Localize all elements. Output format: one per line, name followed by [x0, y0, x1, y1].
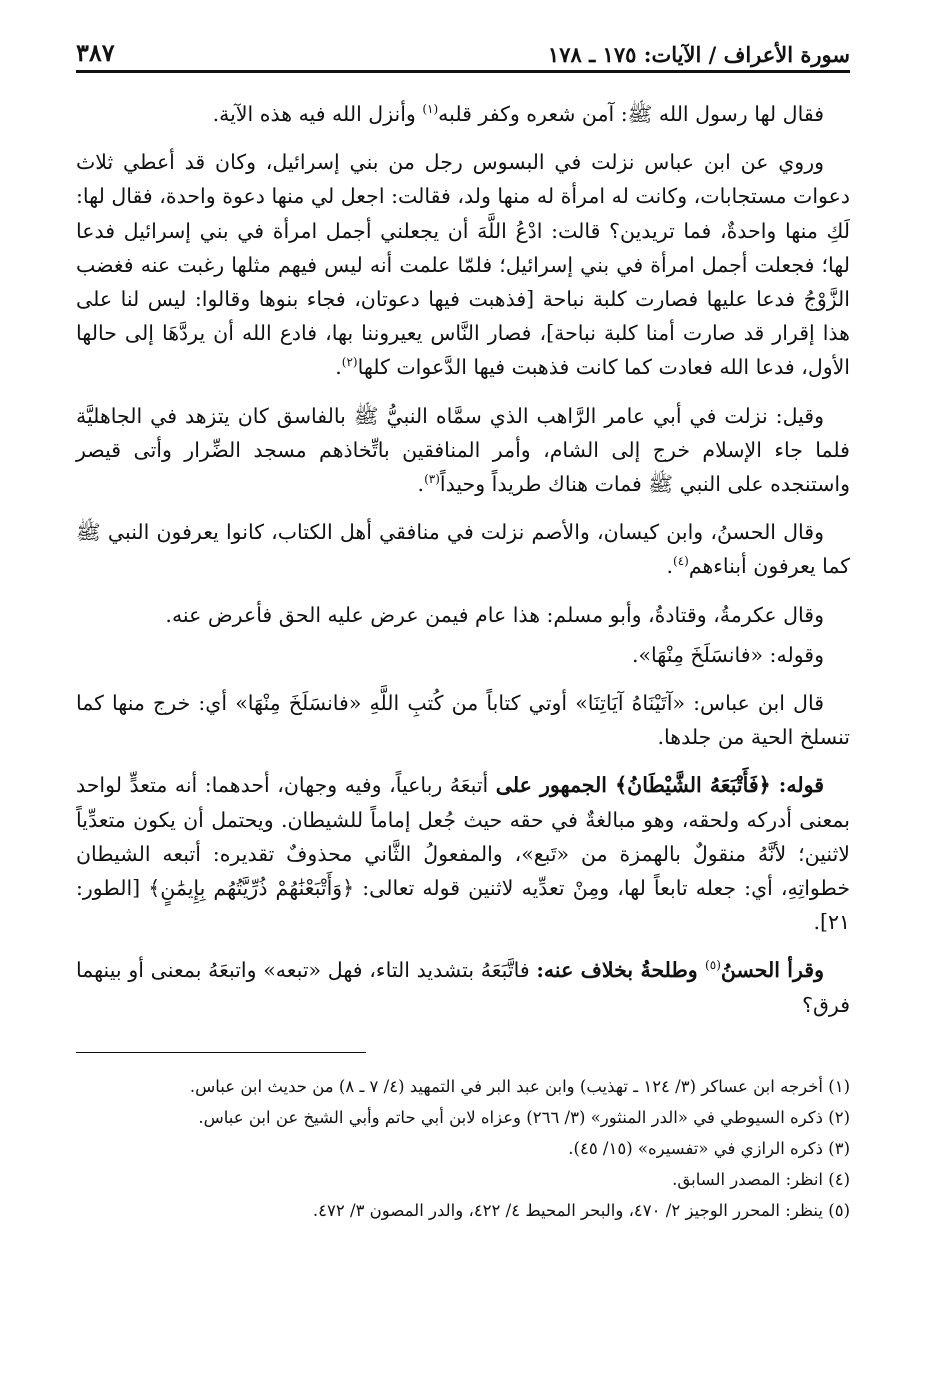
surah-title: سورة الأعراف / الآيات: ١٧٥ ـ ١٧٨ [547, 42, 850, 67]
footnote-2: (٢) ذكره السيوطي في «الدر المنثور» (٣/ ٢٦٦) وعزاه لابن أبي حاتم وأبي الشيخ عن ابن عباس. [198, 1107, 850, 1127]
paragraph-text-end: . [335, 355, 342, 380]
bold-phrase: وقرأ الحسنُ [720, 958, 824, 983]
paragraph-text-end: . [666, 554, 673, 579]
paragraph-3 [76, 399, 850, 502]
paragraph-2 [76, 145, 850, 384]
footnote-marker[interactable]: (٤) [673, 554, 689, 569]
footnote-4: (٤) انظر: المصدر السابق. [672, 1169, 850, 1189]
verse-quote: قوله: ﴿فَأَتْبَعَهُ الشَّيْطَانُ﴾ [615, 773, 824, 798]
paragraph-grammar [76, 768, 850, 939]
paragraph-text: وروي عن ابن عباس نزلت في البسوس رجل من بني إسرائيل، وكان قد أعطي ثلاث دعوات مستجابات، وكانت له امرأة له منها ولد، فقالت: اجعل لي منها دعوة واحدة، فقال لها: لَكِ منها واحدةٌ، فما تريدين؟ قالت: ادْعُ اللَّهَ أن يجعلني أجمل امرأة في بني إسرائيل فدعا لها؛ فجعلت أجمل امرأة في بني إسرائيل؛ فلمّا علمت أنه ليس فيهم مثلها رغبت عنه فغضب الزَّوْجُ فدعا عليها فصارت كلبة نباحة [فذهبت فيها دعوتان، فجاء بنوها وقالوا: ليس لنا على هذا إقرار قد صارت أمنا كلبة نباحة]، فصار النَّاس يعيروننا بها، فادع الله أن يردَّهَا إلى حالها الأول، فدعا الله فعادت كما كانت فذهبت فيها الدَّعوات كلها [76, 150, 850, 380]
footnote-marker[interactable]: (٣) [424, 472, 440, 487]
paragraph-text: فقال لها رسول الله ﷺ: آمن شعره وكفر قلبه [438, 102, 824, 126]
paragraph-text: وقوله: «فانسَلَخَ مِنْهَا». [632, 642, 824, 667]
footnote-3: (٣) ذكره الرازي في «تفسيره» (١٥/ ٤٥). [568, 1138, 850, 1158]
bold-phrase: وطلحةُ بخلاف عنه: [536, 958, 706, 983]
footnote-marker[interactable]: (٢) [341, 355, 358, 370]
paragraph-text: وقال عكرمةُ، وقتادةُ، وأبو مسلم: هذا عام فيمن عرض عليه الحق فأعرض عنه. [165, 602, 824, 627]
footnote-marker[interactable]: (٥) [705, 958, 721, 973]
paragraph-5 [76, 598, 850, 632]
bold-phrase: الجمهور على [495, 773, 616, 798]
running-header [76, 30, 850, 73]
footnote-1: (١) أخرجه ابن عساكر (٣/ ١٢٤ ـ تهذيب) وابن عبد البر في التمهيد (٤/ ٧ ـ ٨) من حديث ابن عباس. [189, 1076, 850, 1096]
footnote-separator [76, 1052, 366, 1053]
paragraph-7 [76, 686, 850, 754]
footnote-5: (٥) ينظر: المحرر الوجيز ٢/ ٤٧٠، والبحر المحيط ٤/ ٤٢٢، والدر المصون ٣/ ٤٧٢. [312, 1200, 850, 1220]
paragraph-text-end: وأنزل الله فيه هذه الآية. [212, 102, 423, 126]
footnote-marker[interactable]: (١) [422, 102, 439, 116]
paragraph-text: فاتَّبَعَهُ بتشديد التاء، فهل «تبعه» واتبعَهُ بمعنى أو بينهما فرق؟ [76, 958, 850, 1017]
paragraph-reading [76, 953, 850, 1021]
footnotes [76, 1071, 850, 1226]
paragraph-1 [76, 97, 850, 131]
paragraph-text: وقيل: نزلت في أبي عامر الرَّاهب الذي سمَّاه النبيُّ ﷺ بالفاسق كان يتزهد في الجاهليَّة فلما جاء الإسلام خرج إلى الشام، وأمر المنافقين باتِّخاذهم مسجد الضِّرار وأتى قيصر واستنجده على النبي ﷺ فمات هناك طريداً وحيداً [76, 403, 850, 497]
paragraph-6 [76, 638, 850, 672]
paragraph-4 [76, 515, 850, 583]
page-number: ٣٨٧ [76, 38, 115, 67]
paragraph-text: قال ابن عباس: «آتَيْنَاهُ آيَاتِنَا» أوتي كتاباً من كُتبِ اللَّهِ «فانسَلَخَ مِنْهَا» أي: خرج منها كما تنسلخ الحية من جلدها. [76, 691, 850, 750]
main-text [76, 97, 850, 1022]
paragraph-text-end: . [417, 472, 425, 497]
paragraph-text: أتبعَهُ رباعياً، وفيه وجهان، أحدهما: أنه متعدٍّ لواحد بمعنى أدركه ولحقه، وهو مبالغةٌ في حقه حيث جُعل إماماً للشيطان. ويحتمل أن يكون متعدِّياً لاثنين؛ لأنَّهُ منقولٌ بالهمزة من «تَبع»، والمفعولُ الثَّاني محذوفٌ تقديره: أتبعه الشيطان خطواتِهِ، أي: جعله تابعاً لها، ومِنْ تعدِّيه لاثنين قوله تعالى: ﴿وَأَتْبَعْنَٰهُمْ ذُرِّيَّتُهُم بِإِيمَٰنٍ﴾ [الطور: ٢١]. [76, 773, 850, 935]
paragraph-text: وقال الحسنُ، وابن كيسان، والأصم نزلت في منافقي أهل الكتاب، كانوا يعرفون النبي ﷺ كما يعرفون أبناءهم [76, 520, 850, 579]
